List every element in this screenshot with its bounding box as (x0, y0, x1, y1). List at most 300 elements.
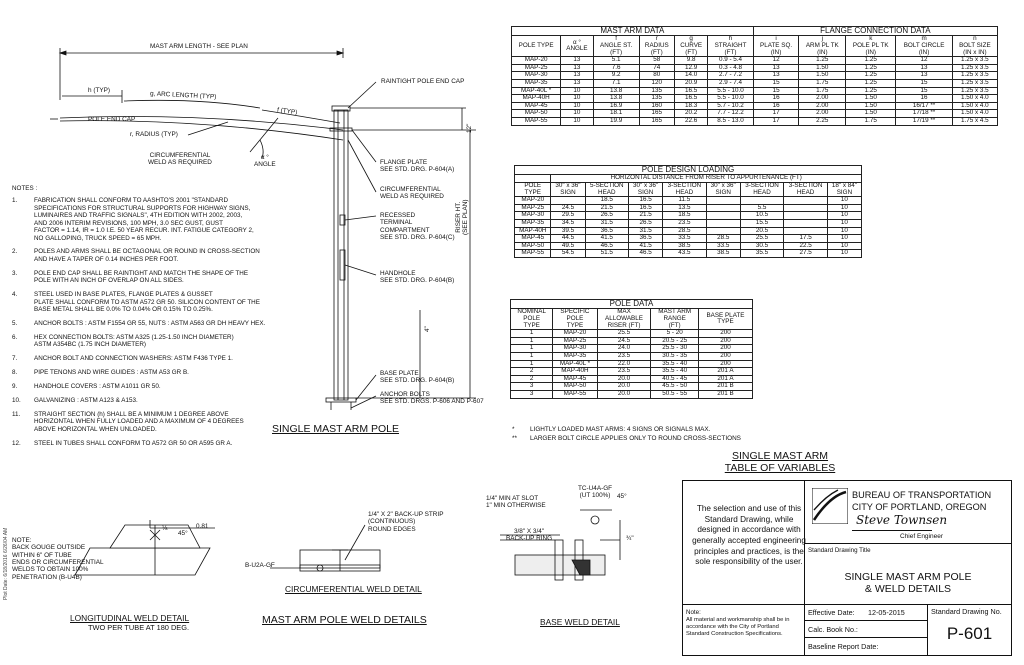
table-cell: 46.5 (585, 242, 629, 250)
table-cell: 12.9 (675, 64, 708, 72)
table-cell: MAP-20 (515, 197, 551, 205)
table-cell: 9.2 (593, 72, 639, 80)
table-cell: 38.5 (663, 242, 707, 250)
table-cell: 1.75 (846, 118, 896, 126)
table-cell: MAP-35 (515, 220, 551, 228)
column-header: m BOLT CIRCLE (IN) (896, 36, 952, 57)
variables-title-2: TABLE OF VARIABLES (724, 462, 836, 474)
table-cell: MAP-35 (512, 80, 561, 88)
table-cell: 0.3 - 4.8 (708, 64, 753, 72)
dim-12-label: 12" (466, 123, 473, 133)
table-cell: 1.50 (846, 95, 896, 103)
table-cell: 13 (561, 80, 594, 88)
flange-plate-label: FLANGE PLATE SEE STD. DRG. P-604(A) (380, 159, 455, 174)
table-cell: 20.5 (740, 227, 784, 235)
table-cell: 24.0 (597, 345, 651, 353)
table-cell: 17/18 ** (896, 110, 952, 118)
note-number: 1. (12, 197, 18, 205)
footnote-2: LARGER BOLT CIRCLE APPLIES ONLY TO ROUND CROSS-SECTIONS (530, 435, 741, 442)
table-cell: 20.0 (597, 375, 651, 383)
agency-line-2: CITY OF PORTLAND, OREGON (852, 502, 987, 512)
circ-weld-title: CIRCUMFERENTIAL WELD DETAIL (285, 584, 422, 594)
table-cell: 1.25 (846, 80, 896, 88)
tb-divider-h4 (804, 637, 927, 638)
note-text: HEX CONNECTION BOLTS: ASTM A325 (1.25-1.50 INCH DIAMETER) ASTM A354BC (1.75 INCH DIAMETER) (34, 333, 234, 349)
table-cell: 21.5 (629, 212, 663, 220)
table-cell: 120 (639, 80, 675, 88)
tc-u4a-label: TC-U4A-GF (UT 100%) (578, 485, 613, 500)
table-cell: 10 (561, 87, 594, 95)
column-header: MAX ALLOWABLE RISER (FT) (597, 309, 651, 330)
note-number: 6. (12, 333, 18, 341)
weld-details-title: MAST ARM POLE WELD DETAILS (262, 614, 427, 626)
table-cell: 25.5 (740, 235, 784, 243)
table-cell: MAP-25 (553, 337, 597, 345)
flange-caption: FLANGE CONNECTION DATA (753, 27, 997, 36)
table-cell: 35.5 - 40 (651, 368, 698, 376)
table-cell: 15 (753, 87, 799, 95)
table-cell: 1.50 x 4.0 (952, 110, 997, 118)
table-cell: MAP-25 (512, 64, 561, 72)
column-header: 3-SECTION HEAD (740, 183, 784, 197)
table-cell: 1.25 (799, 57, 846, 65)
drawing-no-label: Standard Drawing No. (931, 607, 1002, 616)
notes-heading: NOTES : (12, 185, 38, 192)
table-cell: 1.50 (846, 110, 896, 118)
column-header: 18" x 84" SIGN (827, 183, 861, 197)
table-cell: 2.00 (799, 102, 846, 110)
note-number: 7. (12, 355, 18, 363)
table-cell: 13.8 (593, 87, 639, 95)
table-cell: 24.5 (551, 204, 585, 212)
column-header: 30" x 36" SIGN (706, 183, 740, 197)
table-cell: 28.5 (663, 227, 707, 235)
column-header: h STRAIGHT (FT) (708, 36, 753, 57)
table-cell: 1.50 x 4.0 (952, 95, 997, 103)
std-title-label: Standard Drawing Title (808, 547, 871, 554)
table-cell: 16.9 (593, 102, 639, 110)
column-header: 30" x 36" SIGN (629, 183, 663, 197)
table-cell: 8.5 - 13.0 (708, 118, 753, 126)
tb-divider-h1 (804, 543, 1012, 544)
table-cell: 1 (511, 345, 553, 353)
h-typ-label: h (TYP) (88, 87, 111, 94)
std-title-1: SINGLE MAST ARM POLE (844, 571, 972, 583)
agency-line-1: BUREAU OF TRANSPORTATION (852, 490, 992, 500)
note-number: 5. (12, 319, 18, 327)
table-cell: 44.5 (551, 235, 585, 243)
table-cell: 17.5 (784, 235, 828, 243)
table-cell: 17/19 ** (896, 118, 952, 126)
raintight-cap-label: RAINTIGHT POLE END CAP (381, 78, 465, 85)
backup-ring-label: 3/8" X 3/4" BACK-UP RING (506, 528, 553, 543)
table-cell: 7.1 (593, 80, 639, 88)
alpha-angle-label: α ° ANGLE (254, 154, 276, 169)
note-label: Note: (686, 609, 701, 616)
table-cell: 1.50 (799, 64, 846, 72)
table-cell: 16 (753, 102, 799, 110)
column-header: MAST ARM RANGE (FT) (651, 309, 698, 330)
table-cell: 23.5 (597, 368, 651, 376)
table-cell: MAP-40H (553, 368, 597, 376)
table-cell: 135 (639, 87, 675, 95)
long-weld-title: LONGITUDINAL WELD DETAIL (70, 613, 190, 623)
table-cell: 10 (827, 242, 861, 250)
loading-caption: POLE DESIGN LOADING (515, 166, 862, 175)
tb-divider-h2 (682, 604, 1012, 605)
note-number: 8. (12, 369, 18, 377)
table-cell: MAP-40L * (553, 360, 597, 368)
table-cell: 5 - 20 (651, 330, 698, 338)
table-cell: 1.25 x 3.5 (952, 57, 997, 65)
note-text: HANDHOLE COVERS : ASTM A1011 GR 50. (34, 383, 161, 391)
table-cell: 0.9 - 5.4 (708, 57, 753, 65)
table-cell: 1.50 x 4.0 (952, 102, 997, 110)
table-cell: 10 (561, 110, 594, 118)
table-cell: 3 (511, 391, 553, 399)
table-cell: 17 (753, 110, 799, 118)
drawing-number: P-601 (946, 624, 993, 643)
anchor-bolts-label: ANCHOR BOLTS SEE STD. DRGS. P-606 AND P-607 (380, 391, 484, 406)
plot-date-text: Plot Date: 6/18/2016 6/26/04 AM (3, 527, 9, 600)
table-cell: 35.5 - 40 (651, 360, 698, 368)
note-number: 3. (12, 269, 18, 277)
note-text: POLE END CAP SHALL BE RAINTIGHT AND MATCH THE SHAPE OF THE POLE WITH AN INCH OF OVERLAP ON ALL SIDES. (34, 269, 249, 285)
table-cell: 2.00 (799, 95, 846, 103)
column-header: 30" x 36" SIGN (551, 183, 585, 197)
table-cell: 200 (698, 360, 752, 368)
g-arc-label: g, ARC LENGTH (TYP) (149, 90, 217, 101)
disclaimer-text: The selection and use of this Standard Drawing, while designed in accordance with generally accepted engineering principles and practices, is the sole responsibility of the user. (692, 504, 806, 567)
table-cell: 16/17 ** (896, 102, 952, 110)
city-logo (812, 488, 848, 524)
min-slot-label: 1/4" MIN AT SLOT 1" MIN OTHERWISE (486, 495, 546, 510)
base-weld-title: BASE WELD DETAIL (540, 617, 620, 627)
table-cell: 16 (753, 95, 799, 103)
pole-data-caption: POLE DATA (511, 300, 753, 309)
note-number: 9. (12, 383, 18, 391)
tb-divider-h3 (804, 620, 927, 621)
table-cell: 200 (698, 353, 752, 361)
column-header: 3-SECTION HEAD (663, 183, 707, 197)
table-cell: MAP-45 (553, 375, 597, 383)
table-cell: 1 (511, 330, 553, 338)
table-cell: 18.5 (663, 212, 707, 220)
table-cell: 16.5 (675, 95, 708, 103)
table-cell: MAP-55 (515, 250, 551, 258)
table-cell: 41.5 (585, 235, 629, 243)
column-header: BASE PLATE TYPE (698, 309, 752, 330)
table-cell: 31.5 (629, 227, 663, 235)
base-plate-label: BASE PLATE SEE STD. DRG. P-604(B) (380, 370, 455, 385)
table-cell: 13.8 (593, 95, 639, 103)
weld-fraction: ⅛ (162, 525, 168, 532)
table-cell: 26.5 (629, 220, 663, 228)
footnote-1: LIGHTLY LOADED MAST ARMS: 4 SIGNS OR SIGNALS MAX. (530, 426, 711, 433)
table-cell: 13 (561, 64, 594, 72)
table-cell: MAP-45 (512, 102, 561, 110)
table-cell: 22.5 (784, 242, 828, 250)
table-cell: 10 (827, 220, 861, 228)
table-cell: 50.5 - 55 (651, 391, 698, 399)
table-cell: 17 (753, 118, 799, 126)
table-cell: 10 (827, 235, 861, 243)
table-cell: 10 (561, 95, 594, 103)
weld-angle-45: 45° (178, 530, 188, 537)
variables-title-1: SINGLE MAST ARM (731, 450, 829, 462)
note-number: 2. (12, 248, 18, 256)
table-cell: 165 (639, 118, 675, 126)
table-cell: 27.5 (784, 250, 828, 258)
table-cell: MAP-45 (515, 235, 551, 243)
table-cell: 12 (753, 57, 799, 65)
table-cell: 30.5 (740, 242, 784, 250)
note-text: All material and workmanship shall be in accordance with the City of Portland Standard Construction Specifications. (686, 617, 790, 637)
column-header: k POLE PL TK (IN) (846, 36, 896, 57)
note-number: 12. (12, 439, 21, 447)
table-cell: 1.75 (799, 87, 846, 95)
table-cell: 5.5 - 10.0 (708, 87, 753, 95)
column-header: i PLATE SQ. (IN) (753, 36, 799, 57)
table-cell: 20.0 (597, 383, 651, 391)
circ-weld2-label: CIRCUMFERENTIAL WELD AS REQUIRED (380, 186, 444, 201)
arm-length-label: MAST ARM LENGTH - SEE PLAN (150, 43, 248, 50)
table-cell: 16.5 (629, 197, 663, 205)
table-cell: 18.5 (585, 197, 629, 205)
table-cell: 22.6 (675, 118, 708, 126)
footnote-mark-1: * (512, 426, 515, 433)
table-cell: 16.5 (675, 87, 708, 95)
table-cell: 1.25 x 3.5 (952, 87, 997, 95)
table-cell: 200 (698, 345, 752, 353)
circ-weld-label: CIRCUMFERENTIAL WELD AS REQUIRED (148, 152, 212, 167)
table-cell: 3 (511, 383, 553, 391)
column-header: POLE TYPE (512, 36, 561, 57)
table-cell: 1.25 (846, 72, 896, 80)
table-cell: 13 (753, 64, 799, 72)
dim-34-label: ¾" (626, 535, 634, 542)
table-cell: MAP-30 (512, 72, 561, 80)
column-header: SPECIFIC POLE TYPE (553, 309, 597, 330)
table-cell: MAP-20 (512, 57, 561, 65)
column-header: r RADIUS (FT) (639, 36, 675, 57)
table-cell: 1.25 x 3.5 (952, 80, 997, 88)
column-header: POLE TYPE (515, 183, 551, 197)
table-cell: 2 (511, 375, 553, 383)
table-cell: 51.5 (585, 250, 629, 258)
table-cell: 58 (639, 57, 675, 65)
table-cell: 33.5 (663, 235, 707, 243)
engineer-role: Chief Engineer (900, 533, 943, 540)
table-cell: 11.5 (663, 197, 707, 205)
effective-date: 12-05-2015 (868, 608, 905, 617)
table-cell: 13 (753, 72, 799, 80)
table-cell: 10 (827, 212, 861, 220)
table-cell: 21.5 (585, 204, 629, 212)
table-cell: 54.5 (551, 250, 585, 258)
table-cell: MAP-40H (515, 227, 551, 235)
table-cell: MAP-40H (512, 95, 561, 103)
table-cell: 9.8 (675, 57, 708, 65)
table-cell: 7.6 (593, 64, 639, 72)
recessed-label: RECESSED TERMINAL COMPARTMENT SEE STD. DRG. P-604(C) (380, 212, 455, 242)
table-cell: MAP-50 (515, 242, 551, 250)
table-cell: 40.5 - 45 (651, 375, 698, 383)
table-cell: 34.5 (551, 220, 585, 228)
table-cell: 10 (827, 197, 861, 205)
table-cell: 24.5 (597, 337, 651, 345)
table-cell: 1 (511, 360, 553, 368)
table-cell: 80 (639, 72, 675, 80)
table-cell: MAP-20 (553, 330, 597, 338)
note-text: STEEL USED IN BASE PLATES, FLANGE PLATES & GUSSET PLATE SHALL CONFORM TO ASTM A572 GR 50. SILICON CONTENT OF THE BASE METAL SHALL BE 0.0% TO 0.04% OR 0.15% TO 0.25%. (34, 291, 260, 313)
table-cell: 1.25 (846, 57, 896, 65)
note-text: POLES AND ARMS SHALL BE OCTAGONAL OR ROUND IN CROSS-SECTION AND HAVE A TAPER OF 0.14 INCHES PER FOOT. (34, 248, 260, 263)
table-cell: 30.5 - 35 (651, 353, 698, 361)
baseline-label: Baseline Report Date: (808, 642, 879, 651)
table-cell: 22.0 (597, 360, 651, 368)
table-cell: 201 A (698, 375, 752, 383)
radius-label: r, RADIUS (TYP) (130, 131, 178, 138)
table-cell: 33.5 (706, 242, 740, 250)
column-header: j ARM PL TK (IN) (799, 36, 846, 57)
table-cell: 165 (639, 110, 675, 118)
table-cell: 19.9 (593, 118, 639, 126)
table-cell: 5.5 (740, 204, 784, 212)
table-cell: 15 (896, 80, 952, 88)
table-cell: 1 (511, 353, 553, 361)
note-number: 10. (12, 396, 21, 404)
table-cell: 36.5 (585, 227, 629, 235)
table-cell: 2 (511, 368, 553, 376)
note-text: STEEL IN TUBES SHALL CONFORM TO A572 GR 50 OR A595 GR A. (34, 439, 233, 447)
note-text: PIPE TENONS AND WIRE GUIDES : ASTM A53 GR B. (34, 369, 189, 377)
effective-label: Effective Date: (808, 608, 855, 617)
base-angle-45: 45° (617, 493, 627, 500)
table-cell: 1.75 x 4.5 (952, 118, 997, 126)
table-cell: 20.9 (675, 80, 708, 88)
table-cell: 23.5 (663, 220, 707, 228)
column-header: n BOLT SIZE (IN x IN) (952, 36, 997, 57)
std-title-2: & WELD DETAILS (864, 583, 952, 595)
weld-note: NOTE: BACK GOUGE OUTSIDE WITHIN 6" OF TUBE ENDS OR CIRCUMFERENTIAL WELDS TO OBTAIN 100% PENETRATION (B-U4B) (12, 537, 104, 581)
note-text: FABRICATION SHALL CONFORM TO AASHTO'S 2001 "STANDARD SPECIFICATIONS FOR STRUCTURAL SUPPORTS FOR HIGHWAY SIGNS, LUMINAIRES AND TRAFFIC SIGNALS", 4TH EDITION WITH 2002, 2003, AND 2006 INTERIM REVISIONS, 100 MPH, 3.0 SEC GUST, GUST FACTOR = 1.14, IR = 1.0 I.E. 50 YEAR RECUR. INT. FATIGUE CATEGORY 2, NO GALLOPING, TRUCK SPEED = 65 MPH. (34, 197, 254, 242)
table-cell: 13 (896, 72, 952, 80)
table-cell: MAP-30 (553, 345, 597, 353)
note-text: ANCHOR BOLTS : ASTM F1554 GR 55, NUTS : ASTM A563 GR DH HEAVY HEX. (34, 319, 266, 327)
footnote-mark-2: ** (512, 435, 517, 442)
table-cell: 10 (827, 250, 861, 258)
column-header: α ° ANGLE (561, 36, 594, 57)
table-cell: 200 (698, 330, 752, 338)
table-cell: 201 A (698, 368, 752, 376)
backup-strip-label: 1/4" X 2" BACK-UP STRIP (CONTINUOUS) ROUND EDGES (368, 511, 444, 533)
loading-subcaption: HORIZONTAL DISTANCE FROM RISER TO APPURTENANCE (FT) (551, 175, 862, 183)
table-cell: 26.5 (585, 212, 629, 220)
table-cell: 1.75 (799, 80, 846, 88)
column-header: g CURVE (FT) (675, 36, 708, 57)
table-cell: 39.5 (551, 227, 585, 235)
table-cell: 29.5 (551, 212, 585, 220)
table-cell: 201 B (698, 391, 752, 399)
riser-ht-label: RISER HT. (SEE PLAN) (455, 199, 470, 235)
weld-gap: 0.81 (196, 523, 209, 530)
table-cell: 18.1 (593, 110, 639, 118)
table-cell: 1.25 (846, 64, 896, 72)
table-cell: 1.25 x 3.5 (952, 64, 997, 72)
table-cell: MAP-40L * (512, 87, 561, 95)
pole-end-cap-label: POLE END CAP (88, 116, 136, 123)
table-cell: 10 (827, 227, 861, 235)
table-cell: 5.1 (593, 57, 639, 65)
table-cell: MAP-55 (553, 391, 597, 399)
long-weld-sub: TWO PER TUBE AT 180 DEG. (88, 623, 190, 632)
note-text: STRAIGHT SECTION (h) SHALL BE A MINIMUM 1 DEGREE ABOVE HORIZONTAL WHEN FULLY LOADED AND A MAXIMUM OF 4 DEGREES ABOVE HORIZONTAL WHEN UNLOADED. (34, 410, 244, 433)
signature-line (852, 530, 932, 531)
table-cell: 135 (639, 95, 675, 103)
table-cell: MAP-55 (512, 118, 561, 126)
table-cell: 10.5 (740, 212, 784, 220)
column-header: NOMINAL POLE TYPE (511, 309, 553, 330)
table-cell: 25.5 - 30 (651, 345, 698, 353)
table-cell: 10 (561, 118, 594, 126)
table-cell: 2.25 (799, 118, 846, 126)
table-cell: 13.5 (663, 204, 707, 212)
table-cell: 2.7 - 7.2 (708, 72, 753, 80)
table-cell: 15 (896, 87, 952, 95)
mast-arm-caption: MAST ARM DATA (512, 27, 754, 36)
table-cell: 160 (639, 102, 675, 110)
note-number: 4. (12, 291, 18, 299)
table-cell: 2.9 - 7.4 (708, 80, 753, 88)
column-header: f ANGLE ST. (FT) (593, 36, 639, 57)
calc-book-label: Calc. Book No.: (808, 625, 858, 634)
table-cell: 20.5 - 25 (651, 337, 698, 345)
table-cell: 23.5 (597, 353, 651, 361)
table-cell: MAP-35 (553, 353, 597, 361)
bu2a-label: B-U2A-GF (245, 562, 275, 569)
column-header: 3-SECTION HEAD (784, 183, 828, 197)
table-cell: 15 (753, 80, 799, 88)
table-cell: 5.5 - 10.0 (708, 95, 753, 103)
table-cell: 14.0 (675, 72, 708, 80)
table-cell: 46.5 (629, 250, 663, 258)
table-cell: 13 (896, 64, 952, 72)
table-cell: 41.5 (629, 242, 663, 250)
table-cell: 13 (561, 72, 594, 80)
table-cell: 10 (561, 102, 594, 110)
table-cell: 12 (896, 57, 952, 65)
table-cell: 15.5 (740, 220, 784, 228)
table-cell: 1 (511, 337, 553, 345)
table-cell: 25.5 (597, 330, 651, 338)
table-cell: 38.5 (706, 250, 740, 258)
table-cell: 43.5 (663, 250, 707, 258)
table-cell: 20.0 (597, 391, 651, 399)
table-cell: 200 (698, 337, 752, 345)
table-cell: 45.5 - 50 (651, 383, 698, 391)
table-cell: 10 (827, 204, 861, 212)
table-cell: MAP-30 (515, 212, 551, 220)
table-cell: 1.25 x 3.5 (952, 72, 997, 80)
column-header: 5-SECTION HEAD (585, 183, 629, 197)
table-cell: 5.7 - 10.2 (708, 102, 753, 110)
table-cell: MAP-50 (512, 110, 561, 118)
table-cell: 1.50 (799, 72, 846, 80)
table-cell: 1.25 (846, 87, 896, 95)
handhole-label: HANDHOLE SEE STD. DRG. P-604(B) (380, 270, 455, 285)
note-text: GALVANIZING : ASTM A123 & A153. (34, 396, 138, 404)
